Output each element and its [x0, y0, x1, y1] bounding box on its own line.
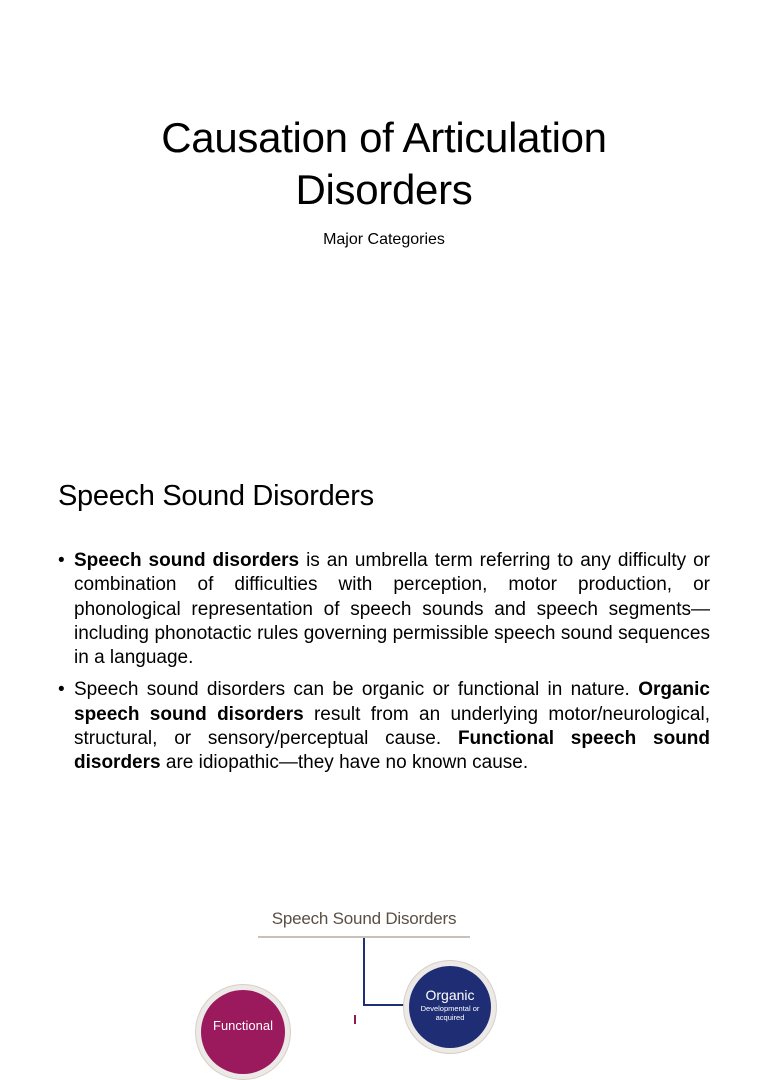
- functional-node-label: Functional: [213, 1018, 273, 1033]
- diagram-title: Speech Sound Disorders: [271, 909, 457, 928]
- bullet-text: Speech sound disorders can be organic or functional in nature.: [74, 679, 639, 701]
- connector-vertical: [363, 938, 365, 1006]
- organic-node-sublabel: Developmental or acquired: [420, 1004, 480, 1022]
- bullet-bold-term: Speech sound disorders: [74, 550, 300, 571]
- organic-node-label: Organic: [425, 987, 475, 1003]
- connector-horizontal: [363, 1004, 407, 1006]
- bullet-item: [58, 678, 710, 775]
- speech-sound-disorders-diagram: [0, 900, 768, 1033]
- bullet-bold-term: Functional speech sound disorders: [74, 728, 711, 774]
- bullet-dot: •: [58, 550, 65, 571]
- bullet-bold-term: Organic speech sound disorders: [74, 679, 710, 725]
- bullet-list: [58, 549, 710, 784]
- section-heading: Speech Sound Disorders: [58, 480, 374, 512]
- functional-node: [201, 990, 285, 1074]
- bullet-text: are idiopathic—they have no known cause.: [160, 752, 529, 774]
- slide-title: Causation of Articulation Disorders: [161, 114, 607, 213]
- bullet-text: result from an underlying motor/neurological, structural, or sensory/perceptual cause.: [74, 703, 710, 750]
- slide-subtitle: Major Categories: [323, 231, 445, 248]
- organic-node: [409, 966, 491, 1048]
- bullet-dot: •: [58, 679, 65, 701]
- connector-functional: [354, 1015, 356, 1024]
- bullet-item: [58, 549, 710, 670]
- bullet-text: is an umbrella term referring to any difficulty or combination of difficulties with perception, motor production, or phonological representation of speech sounds and speech segments—including phonotactic rules governing permissible speech sound sequences in a language.: [74, 550, 710, 669]
